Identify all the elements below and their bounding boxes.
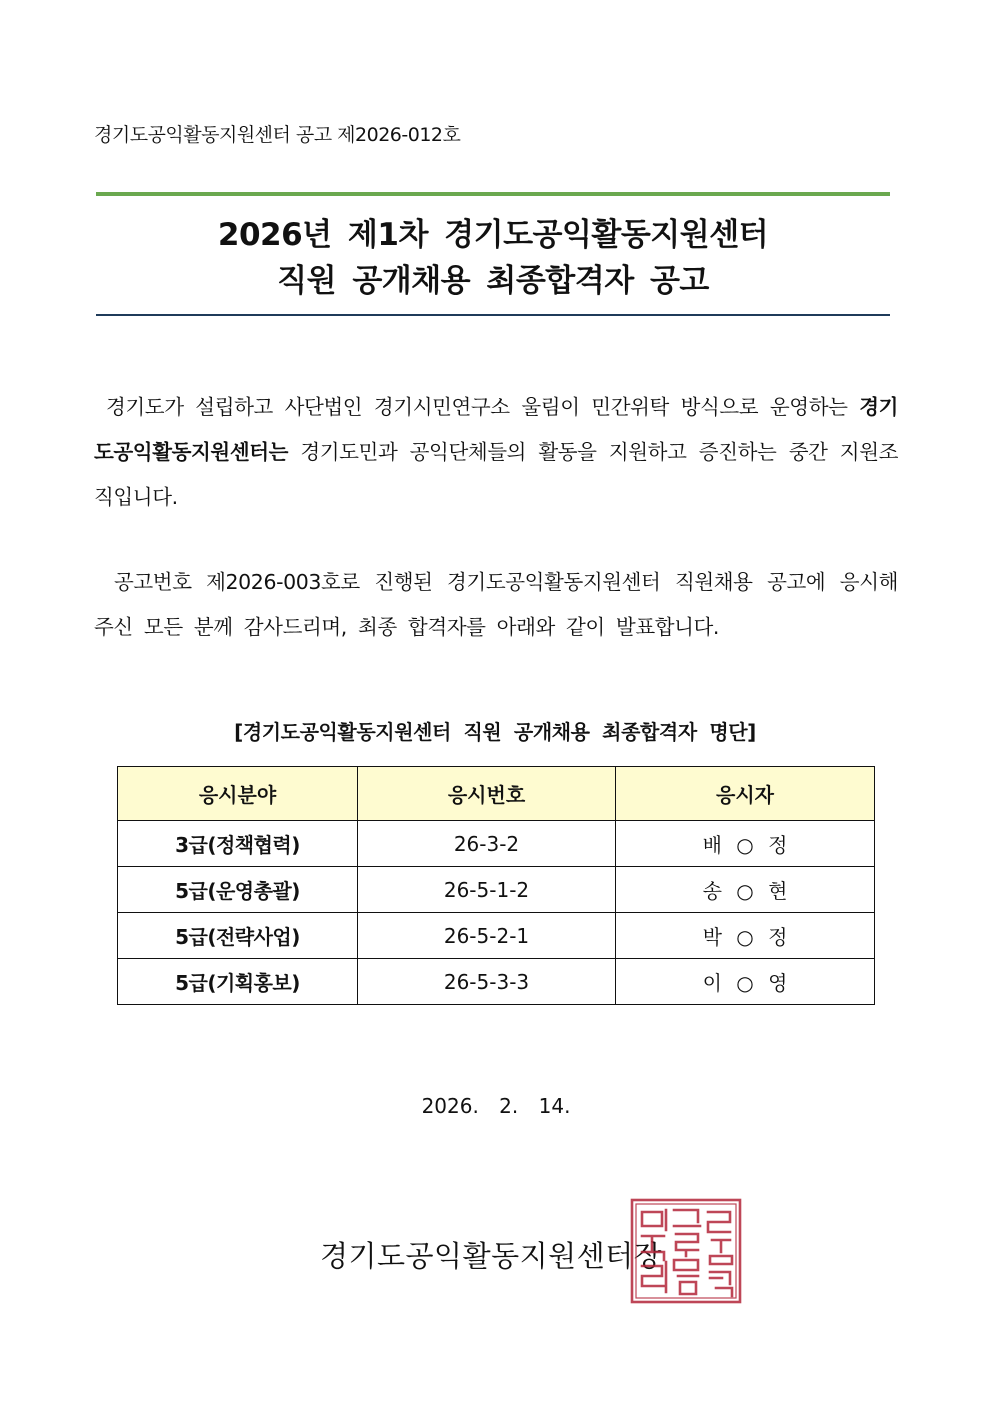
intro-paragraph [94,385,898,520]
cell-field: 5급(기획홍보) [118,959,358,1005]
intro-rest-text: 경기도민과 공익단체들의 활동을 지원하고 증진하는 중간 지원조직입니다. [94,440,899,509]
title-line-1: 2026년 제1차 경기도공익활동지원센터 [217,217,769,253]
cell-number: 26-3-2 [358,821,616,867]
header-applicant: 응시자 [616,767,875,821]
table-row [118,821,875,867]
table-row [118,867,875,913]
title-bottom-rule [96,314,890,316]
header-field: 응시분야 [118,767,358,821]
table-caption: [경기도공익활동지원센터 직원 공개채용 최종합격자 명단] [234,720,756,744]
table-header-row [118,767,875,821]
announcement-date: 2026. 2. 14. [421,1094,571,1118]
official-seal-icon [628,1196,744,1306]
table-row [118,959,875,1005]
header-number: 응시번호 [358,767,616,821]
announcement-text: 공고번호 제2026-003호로 진행된 경기도공익활동지원센터 직원채용 공고에 응시해 주신 모든 분께 감사드리며, 최종 합격자를 아래와 같이 발표합니다. [94,570,898,639]
intro-lead-text: 경기도가 설립하고 사단법인 경기시민연구소 울림이 민간위탁 방식으로 운영하는 [106,395,848,419]
cell-field: 5급(전략사업) [118,913,358,959]
cell-number: 26-5-1-2 [358,867,616,913]
page-title [96,212,890,304]
center-name-bold: 경기도공익활동지원센터는 [94,395,898,464]
cell-applicant: 이 ○ 영 [616,959,875,1005]
cell-number: 26-5-2-1 [358,913,616,959]
announcement-paragraph [94,560,898,650]
cell-field: 5급(운영총괄) [118,867,358,913]
signer-name: 경기도공익활동지원센터장 [320,1239,663,1273]
cell-applicant: 송 ○ 현 [616,867,875,913]
title-top-rule [96,192,890,196]
table-row [118,913,875,959]
cell-number: 26-5-3-3 [358,959,616,1005]
cell-applicant: 배 ○ 정 [616,821,875,867]
title-line-2: 직원 공개채용 최종합격자 공고 [277,263,709,299]
cell-applicant: 박 ○ 정 [616,913,875,959]
notice-number: 경기도공익활동지원센터 공고 제2026-012호 [94,124,461,146]
cell-field: 3급(정책협력) [118,821,358,867]
final-candidates-table [117,766,875,1005]
